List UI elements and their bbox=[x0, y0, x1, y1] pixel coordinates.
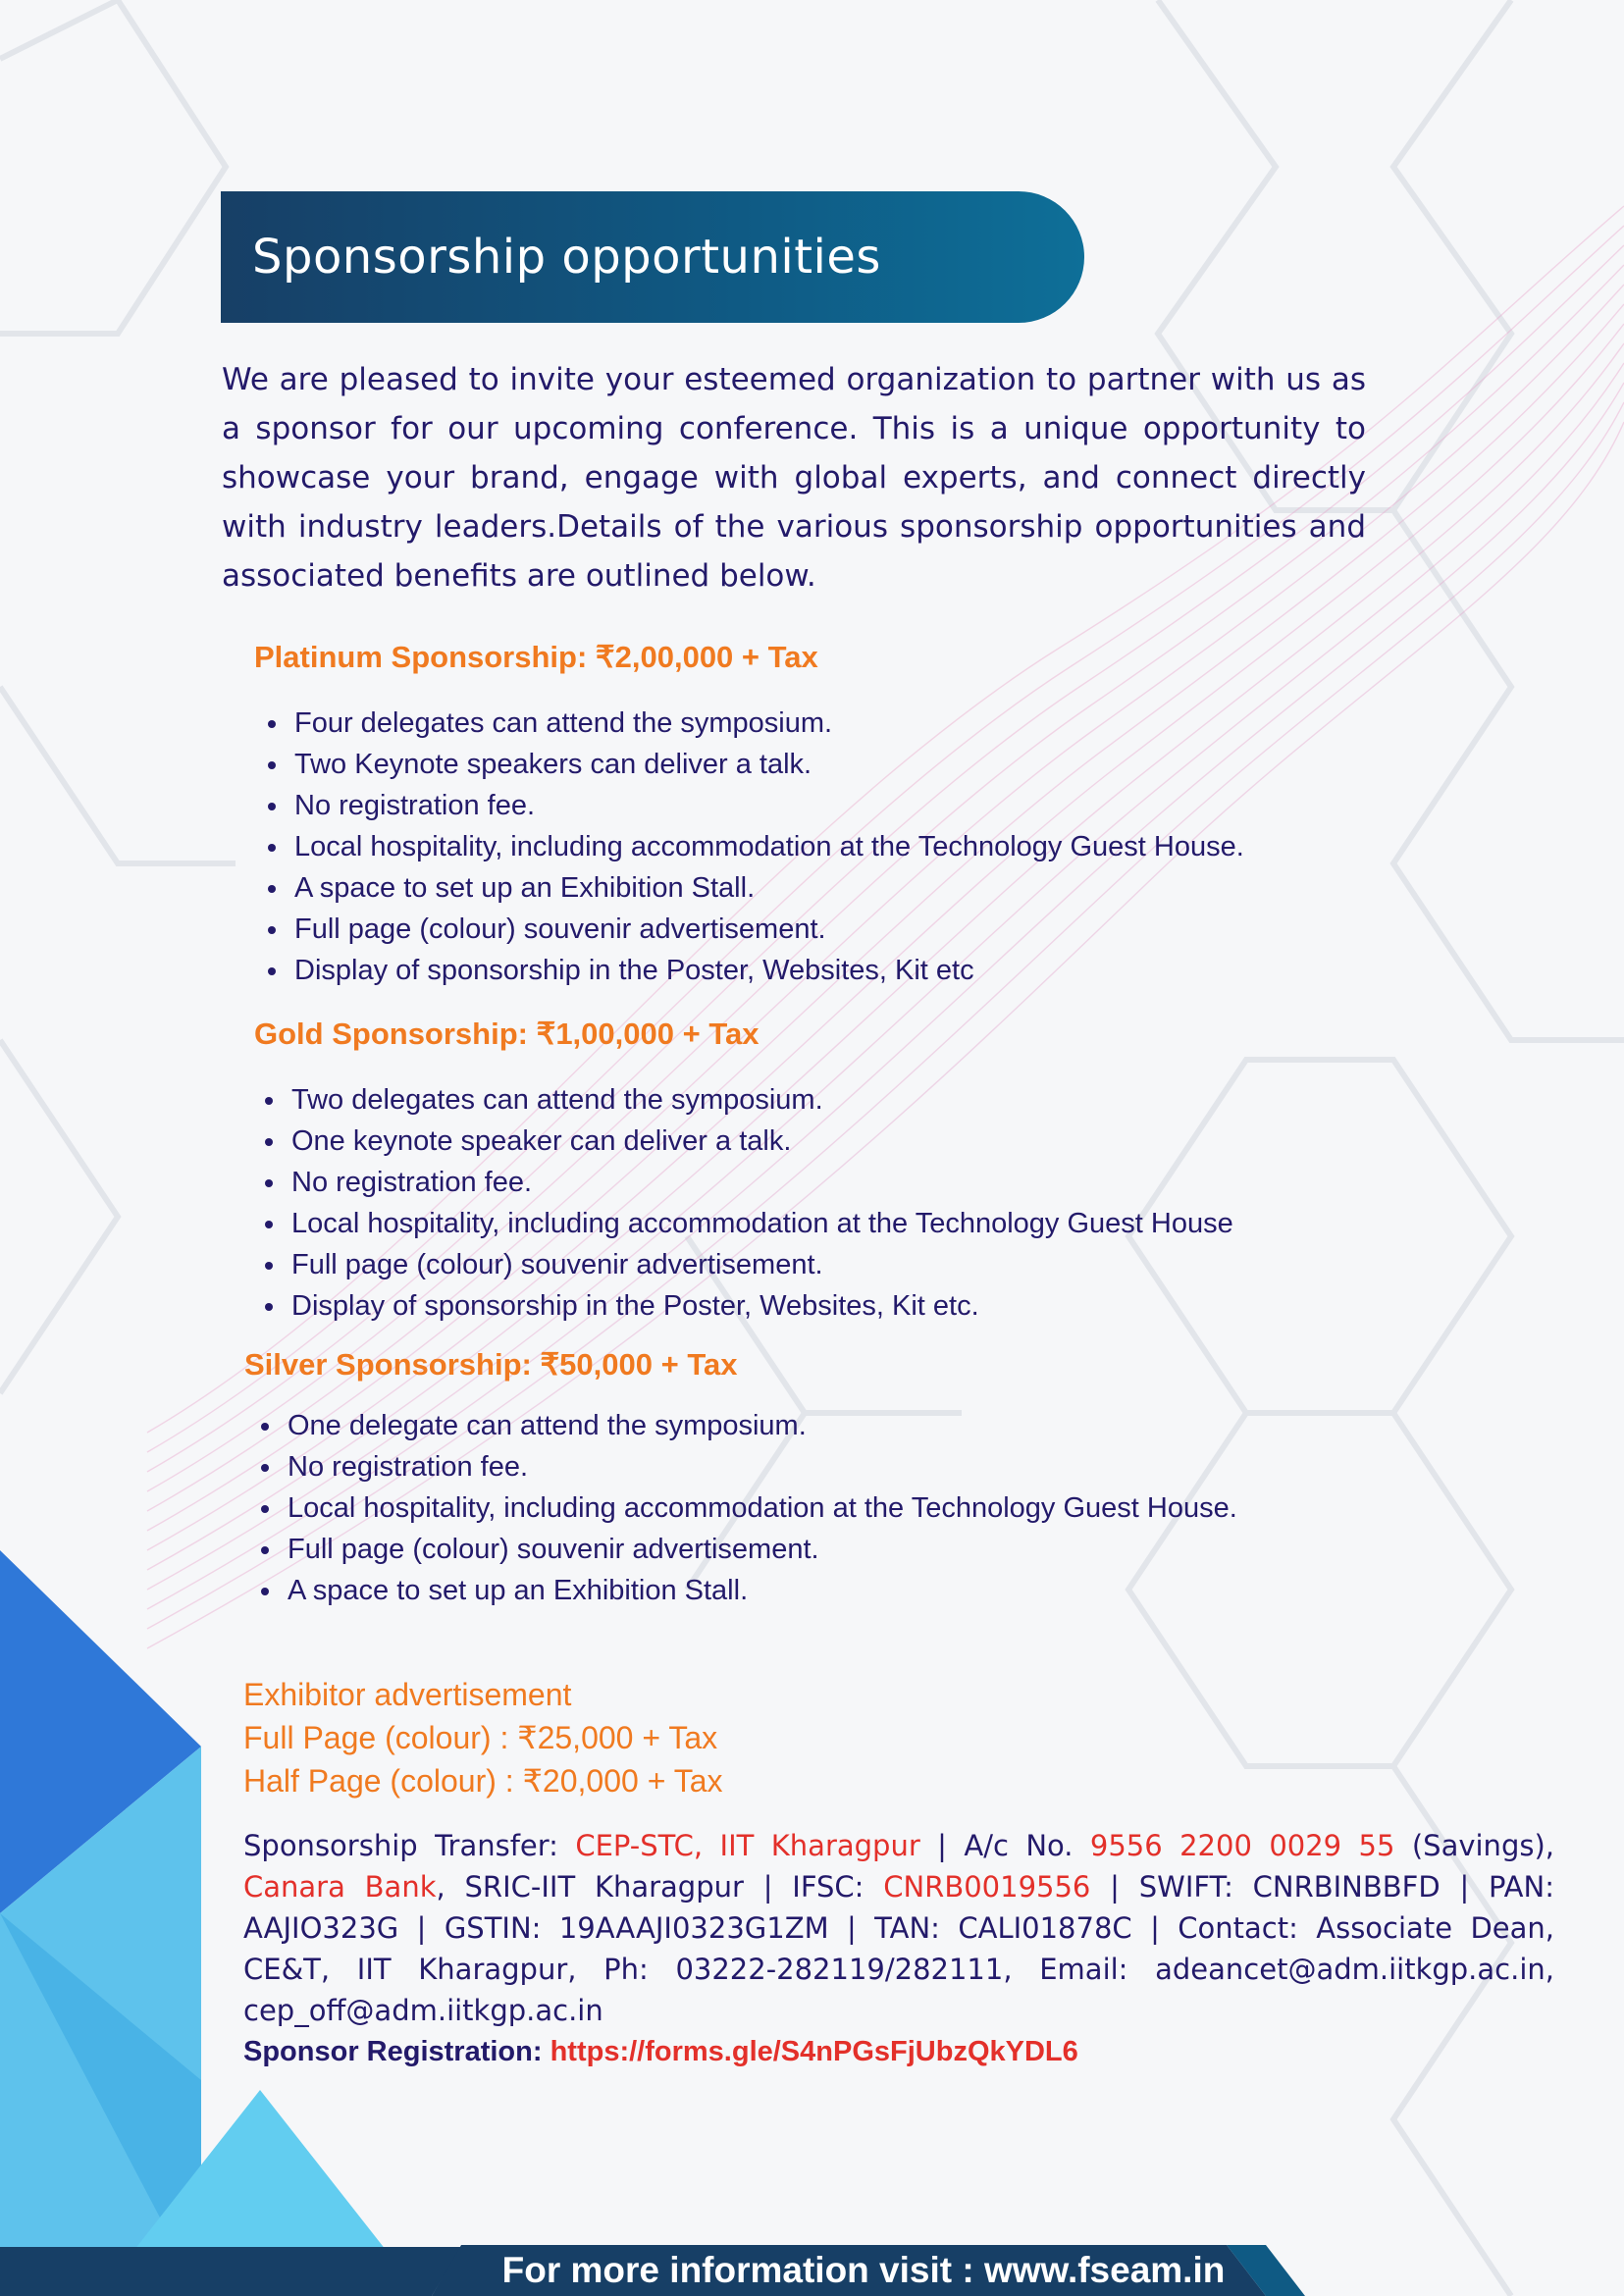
page-title: Sponsorship opportunities bbox=[252, 230, 881, 285]
transfer-details bbox=[243, 1825, 1554, 2031]
list-item: • One keynote speaker can deliver a talk. bbox=[288, 1121, 1465, 1162]
list-item: • Display of sponsorship in the Poster, Websites, Kit etc bbox=[290, 950, 1468, 991]
list-item: • No registration fee. bbox=[288, 1162, 1465, 1203]
list-item: • No registration fee. bbox=[290, 785, 1468, 826]
account-label: | A/c No. bbox=[919, 1829, 1090, 1862]
gold-benefits-list bbox=[244, 1079, 1465, 1327]
intro-paragraph: We are pleased to invite your esteemed organization to partner with us as a sponsor for our upcoming conference. This is a unique opportunity to showcase your brand, engage with global experts, and connect directly with industry leaders.Details of the various sponsorship opportunities and associated benefits are outlined below. bbox=[222, 362, 1366, 594]
branch-ifsc-label: , SRIC-IIT Kharagpur | IFSC: bbox=[436, 1870, 884, 1904]
sponsor-registration bbox=[243, 2031, 1078, 2072]
ifsc-code: CNRB0019556 bbox=[883, 1870, 1091, 1904]
exhibitor-full-page: Full Page (colour) : ₹25,000 + Tax bbox=[243, 1720, 718, 1755]
list-item: • Full page (colour) souvenir advertisement. bbox=[284, 1529, 1334, 1570]
exhibitor-section bbox=[243, 1673, 722, 1802]
list-item: • A space to set up an Exhibition Stall. bbox=[284, 1570, 1334, 1611]
list-item: • Display of sponsorship in the Poster, Websites, Kit etc. bbox=[288, 1285, 1465, 1327]
platinum-title: Platinum Sponsorship: ₹2,00,000 + Tax bbox=[254, 640, 818, 674]
list-item: • One delegate can attend the symposium. bbox=[284, 1405, 1334, 1446]
transfer-label: Sponsorship Transfer: bbox=[243, 1829, 576, 1862]
exhibitor-half-page: Half Page (colour) : ₹20,000 + Tax bbox=[243, 1763, 723, 1799]
gold-title: Gold Sponsorship: ₹1,00,000 + Tax bbox=[254, 1017, 760, 1051]
transfer-rest: | SWIFT: CNRBINBBFD | PAN: AAJIO323G | GSTIN: 19AAAJI0323G1ZM | TAN: CALI01878C | Contact: Associate Dean, CE&T, IIT Kharagpur, Ph: 03222-282119/282111, Email: adeancet@adm.iitkgp.ac.in, cep_off@adm.iitkgp.ac.in bbox=[243, 1870, 1554, 2027]
list-item: • Full page (colour) souvenir advertisement. bbox=[288, 1244, 1465, 1285]
account-number: 9556 2200 0029 55 bbox=[1089, 1829, 1395, 1862]
list-item: • Local hospitality, including accommodation at the Technology Guest House. bbox=[290, 826, 1468, 867]
list-item: • A space to set up an Exhibition Stall. bbox=[290, 867, 1468, 909]
list-item: • Two Keynote speakers can deliver a talk. bbox=[290, 744, 1468, 785]
silver-benefits-list bbox=[240, 1405, 1334, 1611]
list-item: • Four delegates can attend the symposium. bbox=[290, 703, 1468, 744]
title-banner bbox=[221, 191, 1084, 323]
footer-text[interactable]: For more information visit : www.fseam.in bbox=[501, 2250, 1226, 2290]
bank-name: Canara Bank bbox=[243, 1870, 437, 1904]
account-type: (Savings), bbox=[1394, 1829, 1554, 1862]
platinum-benefits-list bbox=[247, 703, 1468, 991]
account-name: CEP-STC, IIT Kharagpur bbox=[575, 1829, 920, 1862]
list-item: • Full page (colour) souvenir advertisement. bbox=[290, 909, 1468, 950]
registration-label: Sponsor Registration: bbox=[243, 2036, 550, 2067]
exhibitor-heading: Exhibitor advertisement bbox=[243, 1677, 572, 1712]
list-item: • Two delegates can attend the symposium. bbox=[288, 1079, 1465, 1121]
silver-title: Silver Sponsorship: ₹50,000 + Tax bbox=[244, 1347, 738, 1382]
list-item: • Local hospitality, including accommodation at the Technology Guest House. bbox=[284, 1487, 1334, 1529]
registration-link[interactable]: https://forms.gle/S4nPGsFjUbzQkYDL6 bbox=[550, 2036, 1078, 2067]
list-item: • No registration fee. bbox=[284, 1446, 1334, 1487]
list-item: • Local hospitality, including accommodation at the Technology Guest House bbox=[288, 1203, 1465, 1244]
